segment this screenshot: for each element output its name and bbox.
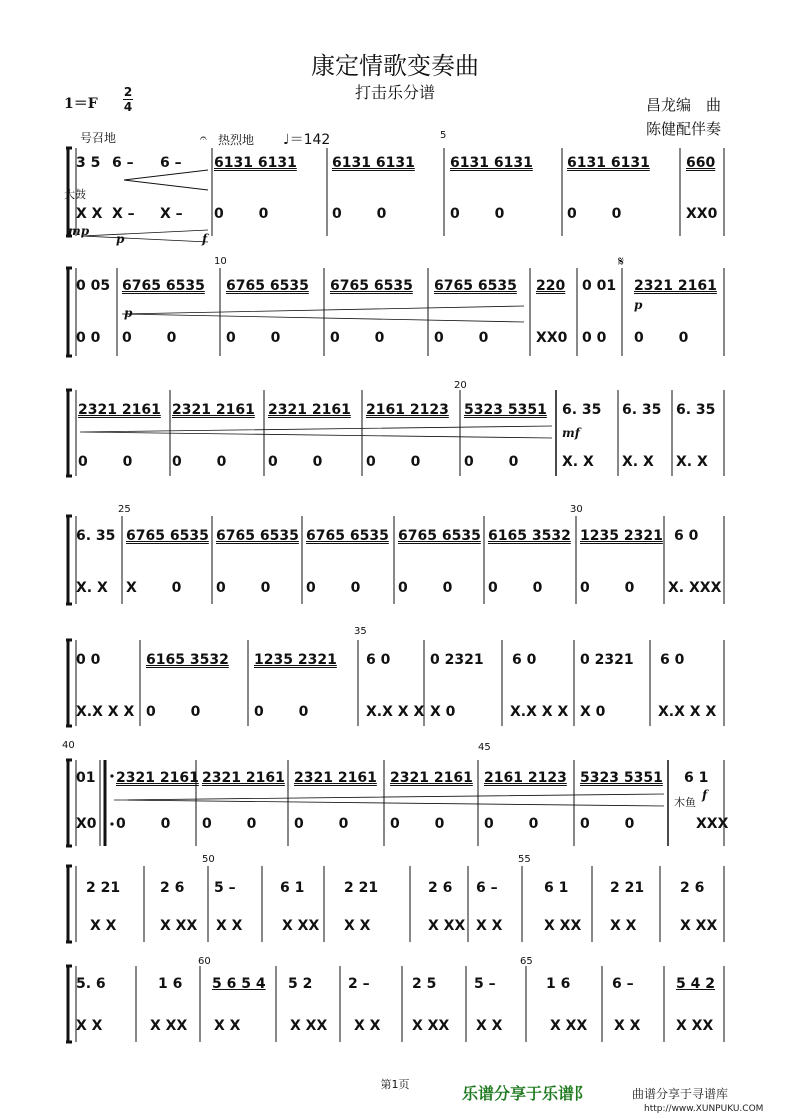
percussion-group: XX0	[686, 206, 718, 222]
note-group: 6 1	[280, 880, 305, 896]
note-group: 2161 2123	[484, 770, 567, 786]
note-group: 3 5	[76, 155, 101, 171]
percussion-group: 0 0	[172, 454, 227, 470]
note-group: 6. 35	[76, 528, 116, 544]
note-group: 2 21	[344, 880, 379, 896]
annotation-re-lie-di: 热烈地	[218, 133, 255, 147]
bar-number: 45	[478, 742, 491, 753]
percussion-group: X XX	[550, 1018, 588, 1034]
note-group: 2 5	[412, 976, 437, 992]
watermark-text: 乐谱分享于乐谱阝	[462, 1084, 591, 1103]
system-7-lines	[62, 862, 728, 952]
bar-number: 65	[520, 956, 533, 967]
watermark-text: 曲谱分享于寻谱库	[632, 1087, 729, 1101]
bar-number: 30	[570, 504, 583, 515]
percussion-group: 0 0	[122, 330, 177, 346]
note-group: 2321 2161	[116, 770, 199, 786]
percussion-group: 0 0	[214, 206, 269, 222]
percussion-group: X. X	[562, 454, 594, 470]
note-group: 2321 2161	[172, 402, 255, 418]
note-group: 6765 6535	[434, 278, 517, 294]
percussion-group: 0 0	[634, 330, 689, 346]
note-group: 1235 2321	[254, 652, 337, 668]
percussion-group: 0 0	[76, 330, 101, 346]
note-group: 6131 6131	[214, 155, 297, 171]
percussion-group: 0 0	[78, 454, 133, 470]
staff-system-2	[62, 254, 728, 362]
bar-number: 25	[118, 504, 131, 515]
note-group: 6 –	[160, 155, 182, 171]
percussion-group: 0 0	[226, 330, 281, 346]
dynamic-mark: f	[202, 232, 208, 246]
note-group: 2 6	[680, 880, 705, 896]
note-group: 6 –	[476, 880, 498, 896]
percussion-group: X X	[614, 1018, 641, 1034]
percussion-group: 0 0	[390, 816, 445, 832]
percussion-group: X X	[76, 1018, 103, 1034]
note-group: 6 –	[112, 155, 134, 171]
percussion-group: X –	[112, 206, 135, 222]
percussion-group: 0 0	[268, 454, 323, 470]
note-group: 1235 2321	[580, 528, 663, 544]
percussion-group: X X	[344, 918, 371, 934]
note-group: 6 0	[512, 652, 537, 668]
annotation-hao-zhao-di: 号召地	[80, 131, 117, 145]
note-group: 6131 6131	[567, 155, 650, 171]
percussion-group: 0 0	[580, 580, 635, 596]
page-title: 康定情歌变奏曲	[311, 52, 479, 80]
percussion-group: 0 0	[450, 206, 505, 222]
bar-number: 60	[198, 956, 211, 967]
bar-number: 20	[454, 380, 467, 391]
note-group: 6 1	[684, 770, 709, 786]
staff-system-8	[62, 956, 728, 1052]
percussion-group: X XX	[150, 1018, 188, 1034]
watermark-url: http://www.XUNPUKU.COM	[644, 1104, 764, 1114]
dynamic-mark: mp	[68, 224, 90, 238]
page-number: 第1页	[380, 1078, 410, 1091]
note-group: 01	[76, 770, 96, 786]
note-group: 5 –	[214, 880, 236, 896]
percussion-group: X X	[76, 206, 103, 222]
note-group: 5 4 2	[676, 976, 715, 992]
note-group: 2161 2123	[366, 402, 449, 418]
bar-number: 50	[202, 854, 215, 865]
segno-icon: 𝄋	[618, 254, 625, 270]
dynamic-mark: p	[124, 306, 133, 320]
note-group: 6165 3532	[488, 528, 571, 544]
note-group: 2321 2161	[78, 402, 161, 418]
percussion-group: 0 0	[254, 704, 309, 720]
tempo-marking: ♩＝142	[283, 132, 331, 148]
percussion-group: 0 0	[582, 330, 607, 346]
staff-system-4	[62, 504, 728, 610]
percussion-group: X XX	[676, 1018, 714, 1034]
note-group: 2 21	[610, 880, 645, 896]
percussion-group: X XX	[544, 918, 582, 934]
percussion-group: 0 0	[488, 580, 543, 596]
percussion-group: X. X	[676, 454, 708, 470]
percussion-group: 0 0	[146, 704, 201, 720]
note-group: 0 2321	[580, 652, 634, 668]
percussion-group: 0 0	[484, 816, 539, 832]
percussion-group: XXX	[696, 816, 729, 832]
note-group: 2 –	[348, 976, 370, 992]
dynamic-mark: p	[116, 232, 125, 246]
percussion-group: 0 0	[216, 580, 271, 596]
percussion-group: X.X X X	[658, 704, 717, 720]
percussion-group: 0 0	[202, 816, 257, 832]
percussion-group: 0 0	[332, 206, 387, 222]
note-group: 5 6 5 4	[212, 976, 266, 992]
time-signature	[123, 86, 133, 113]
percussion-group: 0 0	[464, 454, 519, 470]
note-group: 2 6	[160, 880, 185, 896]
percussion-group: X XX	[680, 918, 718, 934]
note-group: 6 0	[660, 652, 685, 668]
fermata-icon: 𝄐	[200, 131, 207, 145]
percussion-group: X 0	[580, 704, 606, 720]
note-group: 6765 6535	[398, 528, 481, 544]
percussion-group: X X	[476, 1018, 503, 1034]
staff-system-3	[62, 382, 728, 482]
note-group: 1 6	[158, 976, 183, 992]
note-group: 6 1	[544, 880, 569, 896]
percussion-group: X –	[160, 206, 183, 222]
percussion-group: 0 0	[116, 816, 171, 832]
instrument-label-da-gu: 大鼓	[64, 188, 86, 201]
note-group: 6 –	[612, 976, 634, 992]
percussion-group: X.X X X	[510, 704, 569, 720]
percussion-group: X. X	[622, 454, 654, 470]
percussion-group: 0 0	[567, 206, 622, 222]
note-group: 660	[686, 155, 716, 171]
dynamic-mark: p	[634, 298, 643, 312]
bar-number: 35	[354, 626, 367, 637]
percussion-group: 0 0	[434, 330, 489, 346]
bar-number: 10	[214, 256, 227, 267]
percussion-group: X X	[610, 918, 637, 934]
note-group: 6765 6535	[122, 278, 205, 294]
percussion-group: X. X	[76, 580, 108, 596]
percussion-group: X X	[354, 1018, 381, 1034]
percussion-group: XX0	[536, 330, 568, 346]
percussion-group: 0 0	[580, 816, 635, 832]
note-group: 6 0	[366, 652, 391, 668]
bar-number: 5	[440, 130, 447, 141]
staff-system-7	[62, 854, 728, 952]
percussion-group: 0 0	[294, 816, 349, 832]
note-group: 5. 6	[76, 976, 106, 992]
percussion-group: X XX	[428, 918, 466, 934]
note-group: 6. 35	[562, 402, 602, 418]
instrument-label-mu-yu: 木鱼	[674, 796, 696, 809]
note-group: 5323 5351	[464, 402, 547, 418]
percussion-group: 0 0	[306, 580, 361, 596]
percussion-group: X X	[476, 918, 503, 934]
bar-number: 40	[62, 740, 75, 751]
note-group: 0 2321	[430, 652, 484, 668]
key-signature: 1＝F	[64, 96, 98, 112]
note-group: 0 01	[582, 278, 617, 294]
percussion-group: X.X X X	[76, 704, 135, 720]
note-group: 220	[536, 278, 566, 294]
dynamic-mark: mf	[562, 426, 580, 440]
note-group: 6131 6131	[332, 155, 415, 171]
note-group: 6 0	[674, 528, 699, 544]
percussion-group: X XX	[282, 918, 320, 934]
note-group: 2321 2161	[202, 770, 285, 786]
percussion-group: X X	[90, 918, 117, 934]
note-group: 6. 35	[622, 402, 662, 418]
percussion-group: X0	[76, 816, 97, 832]
note-group: 6765 6535	[330, 278, 413, 294]
percussion-group: X.X X X	[366, 704, 425, 720]
note-group: 5323 5351	[580, 770, 663, 786]
system-2-lines	[62, 262, 728, 362]
note-group: 2321 2161	[268, 402, 351, 418]
percussion-group: 0 0	[398, 580, 453, 596]
note-group: 2321 2161	[294, 770, 377, 786]
note-group: 6765 6535	[306, 528, 389, 544]
note-group: 6. 35	[676, 402, 716, 418]
percussion-group: X XX	[160, 918, 198, 934]
note-group: 6765 6535	[216, 528, 299, 544]
percussion-group: X 0	[126, 580, 182, 596]
percussion-group: X XX	[290, 1018, 328, 1034]
percussion-group: X 0	[430, 704, 456, 720]
percussion-group: X XX	[412, 1018, 450, 1034]
page-subtitle: 打击乐分谱	[354, 83, 435, 102]
note-group: 6765 6535	[226, 278, 309, 294]
note-group: 2 21	[86, 880, 121, 896]
dynamic-mark: f	[702, 788, 708, 802]
note-group: 5 –	[474, 976, 496, 992]
bar-number: 55	[518, 854, 531, 865]
percussion-group: X. XXX	[668, 580, 722, 596]
time-signature-bottom: 4	[123, 100, 133, 114]
note-group: 5 2	[288, 976, 313, 992]
note-group: 6165 3532	[146, 652, 229, 668]
percussion-group: X X	[216, 918, 243, 934]
percussion-group: 0 0	[330, 330, 385, 346]
arranger-credit: 昌龙编 曲	[646, 96, 722, 114]
note-group: 2321 2161	[390, 770, 473, 786]
note-group: 6131 6131	[450, 155, 533, 171]
accompaniment-credit: 陈健配伴奏	[646, 120, 722, 138]
note-group: 2 6	[428, 880, 453, 896]
percussion-group: X X	[214, 1018, 241, 1034]
staff-system-5	[62, 626, 728, 732]
note-group: 0 0	[76, 652, 101, 668]
note-group: 6765 6535	[126, 528, 209, 544]
note-group: 1 6	[546, 976, 571, 992]
staff-system-6	[62, 740, 729, 854]
time-signature-top: 2	[123, 85, 133, 99]
system-6-lines	[62, 754, 728, 854]
note-group: 2321 2161	[634, 278, 717, 294]
percussion-group: 0 0	[366, 454, 421, 470]
note-group: 0 05	[76, 278, 111, 294]
